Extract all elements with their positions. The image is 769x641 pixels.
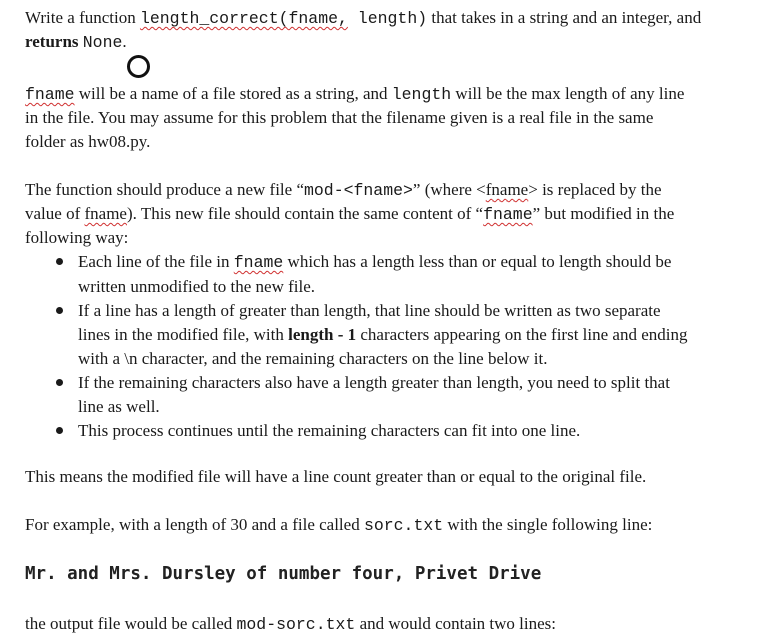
fname-word: fname	[485, 180, 529, 199]
output-filename-code: mod-sorc.txt	[236, 615, 356, 634]
function-signature-param: length)	[347, 9, 428, 28]
period: .	[122, 32, 127, 51]
text: value of	[25, 204, 85, 223]
text: which has a length less than or equal to length should be	[283, 252, 672, 271]
filename-code: sorc.txt	[363, 516, 444, 535]
bullet-3-line-1: If the remaining characters also have a length greater than length, you need to split that	[78, 373, 670, 392]
text: ” (where <	[412, 180, 486, 199]
text: ” but modified in the	[532, 204, 675, 223]
fname-code: fname	[25, 85, 75, 104]
bullet-icon	[56, 379, 63, 386]
text: lines in the modified file, with	[78, 325, 289, 344]
text: will be a name of a file stored as a string, and	[74, 84, 392, 103]
bullet-icon	[56, 427, 63, 434]
output-paragraph-line-1	[25, 178, 662, 203]
fname-code: fname	[233, 253, 284, 272]
line-count-paragraph: This means the modified file will have a line count greater than or equal to the original file.	[25, 467, 647, 486]
output-paragraph-line-3: following way:	[25, 228, 129, 247]
text: the output file would be called	[25, 614, 237, 633]
bullet-1-line-2: written unmodified to the new file.	[78, 277, 315, 296]
output-filename-paragraph	[25, 612, 556, 637]
bullet-2-line-1: If a line has a length of greater than length, that line should be written as two separate	[78, 301, 661, 320]
bullet-3-line-2: line as well.	[78, 397, 160, 416]
intro-text-cont: that takes in a string and an integer, and	[427, 8, 702, 27]
bold-text: length - 1	[288, 325, 357, 344]
text: The function should produce a new file “	[25, 180, 304, 199]
none-value: None	[82, 33, 123, 52]
output-paragraph-line-2	[25, 202, 674, 227]
bullet-4-line-1: This process continues until the remaining characters can fit into one line.	[78, 421, 581, 440]
text: with the single following line:	[443, 515, 653, 534]
intro-line-1	[25, 6, 701, 31]
intro-line-2	[25, 30, 127, 55]
example-paragraph	[25, 513, 652, 538]
text: ). This new file should contain the same content of “	[126, 204, 484, 223]
code: mod-<fname>	[304, 181, 413, 200]
returns-label: returns	[25, 32, 79, 51]
function-signature-name: length_correct(fname,	[139, 9, 348, 28]
intro-text: Write a function	[25, 8, 140, 27]
length-code: length	[391, 85, 452, 104]
text: Each line of the file in	[78, 252, 234, 271]
text: and would contain two lines:	[355, 614, 556, 633]
param-paragraph-line-1	[25, 82, 684, 107]
bullet-2-line-3: with a \n character, and the remaining characters on the line below it.	[78, 349, 548, 368]
bullet-2-line-2	[78, 323, 687, 347]
fname-code: fname	[483, 205, 533, 224]
circle-icon[interactable]	[127, 55, 150, 78]
bullet-icon	[56, 258, 63, 265]
fname-word: fname	[84, 204, 127, 223]
text: characters appearing on the first line and ending	[356, 325, 688, 344]
text: will be the max length of any line	[451, 84, 685, 103]
text: For example, with a length of 30 and a file called	[25, 515, 364, 534]
text: > is replaced by the	[528, 180, 662, 199]
param-paragraph-line-3: folder as hw08.py.	[25, 132, 151, 151]
bullet-icon	[56, 307, 63, 314]
bullet-1-line-1	[78, 250, 671, 275]
param-paragraph-line-2: in the file. You may assume for this problem that the filename given is a real file in the same	[25, 108, 654, 127]
mod-fname-code	[304, 181, 413, 200]
example-code-line: Mr. and Mrs. Dursley of number four, Privet Drive	[25, 564, 542, 584]
